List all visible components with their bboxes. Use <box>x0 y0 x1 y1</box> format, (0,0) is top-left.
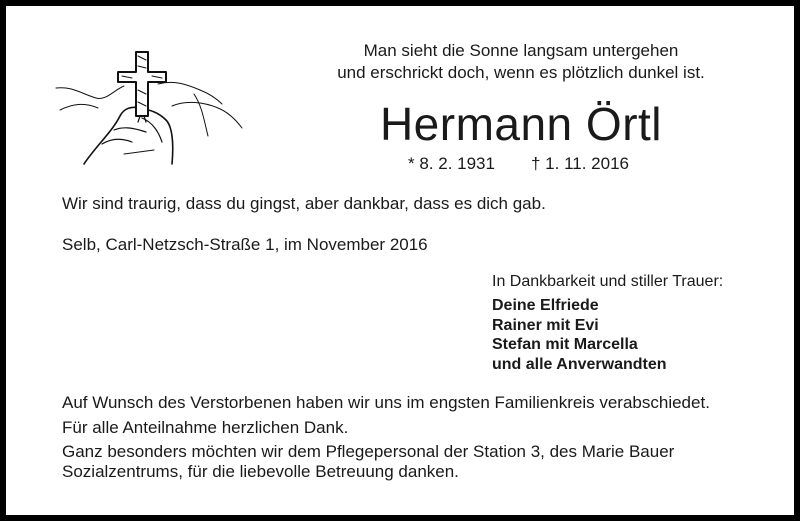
birth-date: * 8. 2. 1931 <box>408 154 495 173</box>
mourner-name: Deine Elfriede <box>492 297 599 314</box>
mourning-heading: In Dankbarkeit und stiller Trauer: <box>492 273 724 290</box>
closing-line: Sozialzentrums, für die liebevolle Betreuung danken. <box>62 462 459 481</box>
mourner-name: Stefan mit Marcella <box>492 336 638 353</box>
mourner-list <box>492 296 667 374</box>
poem-line: Man sieht die Sonne langsam untergehen <box>363 41 679 60</box>
summit-cross-icon <box>54 46 244 166</box>
mourner-name: Rainer mit Evi <box>492 316 599 334</box>
poem-line: und erschrickt doch, wenn es plötzlich dunkel ist. <box>337 63 705 82</box>
closing-line: Ganz besonders möchten wir dem Pflegepersonal der Station 3, des Marie Bauer <box>62 442 675 461</box>
closing-line: Für alle Anteilnahme herzlichen Dank. <box>62 418 349 437</box>
deceased-name: Hermann Örtl <box>379 98 663 150</box>
remembrance-quote: Wir sind traurig, dass du gingst, aber dankbar, dass es dich gab. <box>62 194 546 213</box>
place-date-line: Selb, Carl-Netzsch-Straße 1, im November 2016 <box>62 235 428 254</box>
closing-line: Auf Wunsch des Verstorbenen haben wir uns im engsten Familienkreis verabschiedet. <box>62 393 710 412</box>
poem-verse <box>306 40 736 84</box>
mourner-name: und alle Anverwandten <box>492 355 667 373</box>
death-date: † 1. 11. 2016 <box>531 154 629 173</box>
